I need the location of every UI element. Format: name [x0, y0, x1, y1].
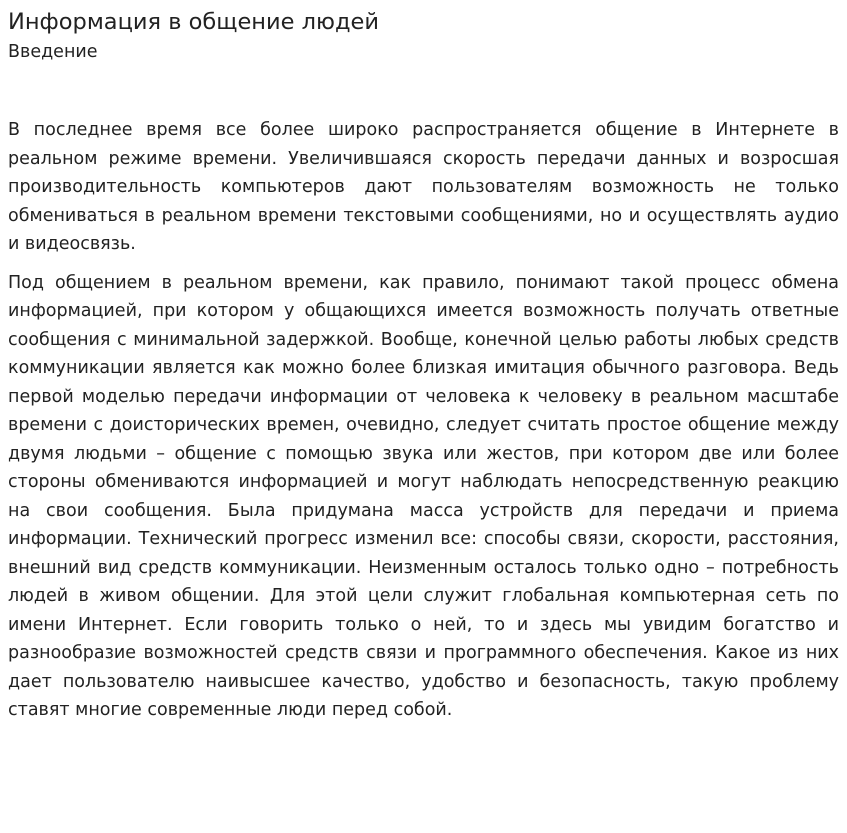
document-body	[8, 116, 839, 725]
paragraph-2: Под общением в реальном времени, как правило, понимают такой процесс обмена информацией, при котором у общающихся имеется возможность получать ответные сообщения с минимальной задержкой. Вообще, конечной целью работы любых средств коммуникации является как можно более близкая имитация обычного разговора. Ведь первой моделью передачи информации от человека к человеку в реальном масштабе времени с доисторических времен, очевидно, следует считать простое общение между двумя людьми – общение с помощью звука или жестов, при котором две или более стороны обмениваются информацией и могут наблюдать непосредственную реакцию на свои сообщения. Была придумана масса устройств для передачи и приема информации. Технический прогресс изменил все: способы связи, скорости, расстояния, внешний вид средств коммуникации. Неизменным осталось только одно – потребность людей в живом общении. Для этой цели служит глобальная компьютерная сеть по имени Интернет. Если говорить только о ней, то и здесь мы увидим богатство и разнообразие возможностей средств связи и программного обеспечения. Какое из них дает пользователю наивысшее качество, удобство и безопасность, такую проблему ставят многие современные люди перед собой.	[8, 272, 839, 720]
document-title: Информация в общение людей	[8, 9, 379, 35]
section-heading: Введение	[8, 42, 98, 62]
paragraph-1: В последнее время все более широко распространяется общение в Интернете в реальном режиме времени. Увеличившаяся скорость передачи данных и возросшая производительность компьютеров дают пользователям возможность не только обмениваться в реальном времени текстовыми сообщениями, но и осуществлять аудио и видеосвязь.	[8, 120, 839, 254]
